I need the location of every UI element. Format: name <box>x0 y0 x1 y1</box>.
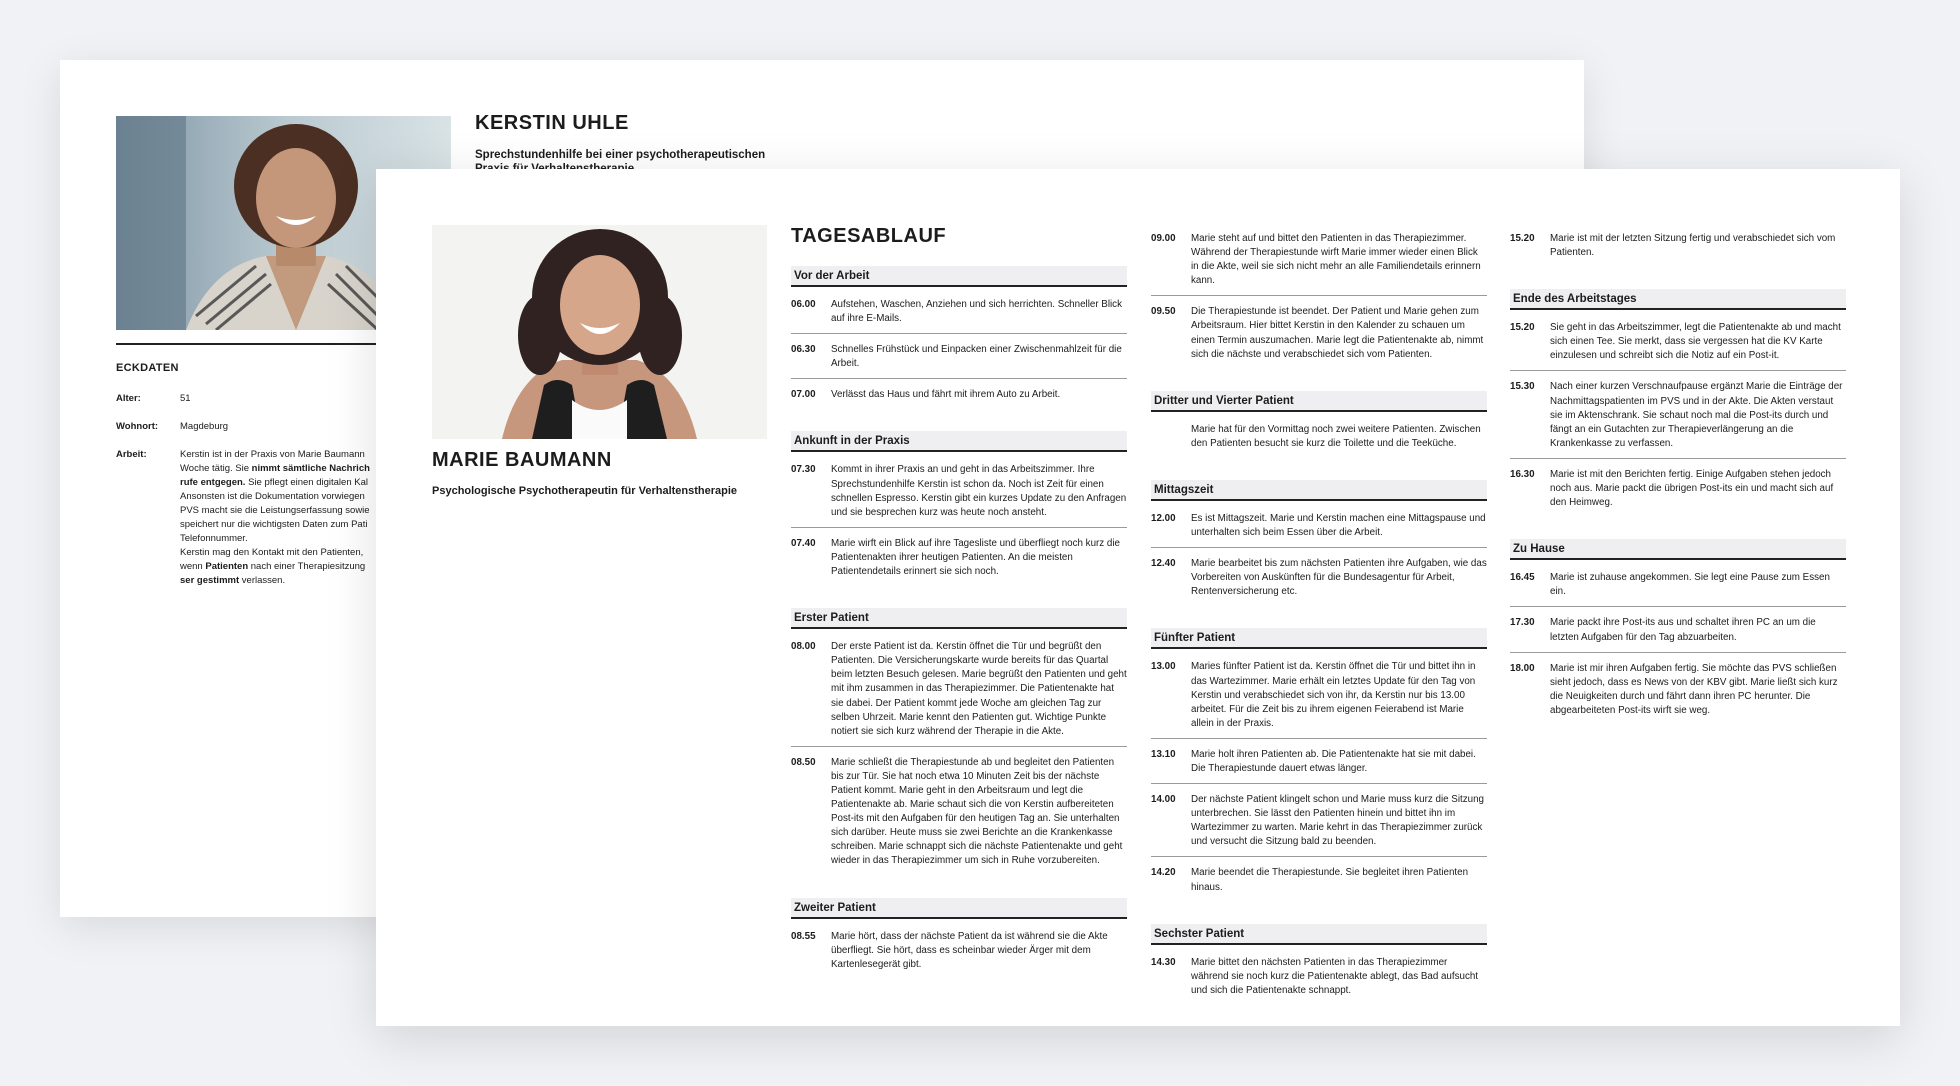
timeline-section <box>791 431 1127 586</box>
timeline-section <box>791 608 1127 875</box>
timeline-entry <box>1510 659 1846 725</box>
timeline-entry <box>791 753 1127 876</box>
persona-photo-marie <box>432 225 767 439</box>
arbeit-line: wenn <box>180 561 206 572</box>
entry-text: Der nächste Patient klingelt schon und Marie muss kurz die Sitzung unterbrechen. Sie lässt den Patienten hinein und bittet ihn im Wartezimmer zu warten. Marie kehrt in das Therapiezimmer zurück und versucht die Sitzung bald zu beenden. <box>1191 794 1484 848</box>
timeline-entry <box>1151 790 1487 857</box>
entry-time: 15.30 <box>1510 381 1535 393</box>
timeline-column-2 <box>1151 229 1487 1026</box>
timeline-entry <box>791 534 1127 586</box>
timeline-entry <box>791 460 1127 527</box>
arbeit-line: nach einer Therapiesitzung <box>248 561 366 572</box>
timeline-entry <box>1151 863 1487 901</box>
entry-time: 15.20 <box>1510 233 1535 244</box>
entry-time: 09.50 <box>1151 306 1176 318</box>
entry-text: Marie ist mit den Berichten fertig. Einige Aufgaben stehen jedoch noch aus. Marie packt die übrigen Post-its ein und macht sich auf den Heimweg. <box>1550 468 1834 509</box>
arbeit-line: Sie pflegt einen digitalen Kal <box>245 477 368 488</box>
section-heading: Ende des Arbeitstages <box>1510 289 1846 310</box>
section-heading: Mittagszeit <box>1151 480 1487 501</box>
entry-text: Marie ist zuhause angekommen. Sie legt eine Pause zum Essen ein. <box>1550 572 1830 598</box>
entry-time: 14.00 <box>1151 794 1176 806</box>
timeline-section <box>791 898 1127 979</box>
entry-text: Marie beendet die Therapiestunde. Sie begleitet ihren Patienten hinaus. <box>1191 867 1469 893</box>
timeline-column-1 <box>791 225 1127 1001</box>
arbeit-line-bold: Patienten <box>205 561 249 572</box>
entry-text: Marie ist mir ihren Aufgaben fertig. Sie möchte das PVS schließen sieht jedoch, dass es News von der KBV gibt. Marie ließt sich kurz die Neuigkeiten durch und fährt dann ihren PC herunter. Die abgearbeiteten Post-its wirft sie weg. <box>1550 662 1838 716</box>
timeline-entry <box>791 295 1127 334</box>
persona-sheet-marie <box>376 169 1900 1026</box>
entry-text: Verlässt das Haus und fährt mit ihrem Auto zu Arbeit. <box>831 389 1061 401</box>
entry-text: Aufstehen, Waschen, Anziehen und sich herrichten. Schneller Blick auf ihre E-Mails. <box>831 299 1122 325</box>
entry-text: Die Therapiestunde ist beendet. Der Patient und Marie gehen zum Arbeitsraum. Hier bittet Kerstin in den Kalender zu schauen um einen Termin auszumachen. Marie legt die Patientenakte ab, nimmt sich die nächste und verabschiedet sich vom Patienten. <box>1191 306 1484 360</box>
arbeit-line-bold: ser gestimmt <box>180 575 240 586</box>
timeline-section <box>1151 229 1487 369</box>
persona-name-kerstin: KERSTIN UHLE <box>475 112 629 134</box>
section-heading: Dritter und Vierter Patient <box>1151 391 1487 412</box>
eck-label-wohnort: Wohnort: <box>116 421 159 432</box>
timeline-section <box>1151 924 1487 1005</box>
entry-text: Marie hat für den Vormittag noch zwei weitere Patienten. Zwischen den Patienten besucht sie kurz die Toilette und die Teeküche. <box>1191 423 1481 449</box>
entry-text: Marie hört, dass der nächste Patient da ist während sie die Akte überfliegt. Sie hört, dass es scheinbar wieder Ärger mit dem Kartenlesegerät gibt. <box>831 930 1108 970</box>
section-heading: Vor der Arbeit <box>791 266 1127 287</box>
entry-time: 14.20 <box>1151 867 1176 879</box>
entry-time: 08.00 <box>791 641 816 653</box>
eck-row-wohnort <box>116 420 380 434</box>
entry-time: 08.50 <box>791 756 816 768</box>
entry-text: Es ist Mittagszeit. Marie und Kerstin machen eine Mittagspause und unterhalten sich beim Essen über die Arbeit. <box>1191 512 1486 539</box>
timeline-entry <box>791 385 1127 409</box>
entry-text: Marie holt ihren Patienten ab. Die Patientenakte hat sie mit dabei. Die Therapiestunde dauert etwas länger. <box>1191 748 1476 774</box>
timeline-entry <box>1510 613 1846 652</box>
persona-role-marie: Psychologische Psychotherapeutin für Verhaltenstherapie <box>432 485 738 497</box>
entry-time: 16.30 <box>1510 468 1535 480</box>
eck-label-alter: Alter: <box>116 393 141 404</box>
persona-name-marie: MARIE BAUMANN <box>432 449 612 471</box>
timeline-entry <box>1151 229 1487 296</box>
entry-time <box>1151 423 1191 451</box>
entry-time: 13.00 <box>1151 661 1176 673</box>
timeline-entry <box>1510 318 1846 371</box>
section-heading: Sechster Patient <box>1151 924 1487 945</box>
entry-time: 17.30 <box>1510 617 1535 629</box>
entry-time: 07.00 <box>791 389 816 401</box>
eck-value-alter: 51 <box>180 393 191 404</box>
arbeit-line-bold: nimmt sämtliche Nachrich <box>251 463 370 474</box>
timeline-section <box>1151 391 1487 458</box>
arbeit-line: Telefonnummer. <box>180 533 248 544</box>
timeline-entry <box>1510 568 1846 607</box>
entry-text: Marie steht auf und bittet den Patienten in das Therapiezimmer. Während der Therapiestunde wirft Marie immer wieder einen Blick in die Akte, weil sie sich nicht mehr an alle Familiendetails erinnern kann. <box>1191 233 1481 287</box>
entry-text: Sie geht in das Arbeitszimmer, legt die Patientenakte ab und macht sich einen Tee. Sie merkt, dass sie vergessen hat die KV Karte einzulesen und schreibt sich die Notiz auf ein Post-it. <box>1550 322 1841 362</box>
timeline-section <box>1510 539 1846 725</box>
eck-value-wohnort: Magdeburg <box>180 421 229 432</box>
entry-time: 07.30 <box>791 464 816 476</box>
section-heading: Fünfter Patient <box>1151 628 1487 649</box>
arbeit-line: speichert nur die wichtigsten Daten zum Pati <box>180 519 368 530</box>
timeline-entry <box>1151 953 1487 1005</box>
timeline-entry <box>1151 509 1487 548</box>
tagesablauf-title: TAGESABLAUF <box>791 225 947 247</box>
arbeit-line: Woche tätig. Sie <box>180 463 252 474</box>
arbeit-line: Kerstin ist in der Praxis von Marie Baumann <box>180 449 365 460</box>
entry-text: Marie wirft ein Blick auf ihre Tagesliste und überfliegt noch kurz die Patientenakten ihrer heutigen Patienten. An die meisten Patientendetails erinnert sie sich noch. <box>831 537 1120 578</box>
timeline-entry <box>791 927 1127 979</box>
entry-time: 18.00 <box>1510 662 1535 674</box>
entry-time: 15.20 <box>1510 322 1535 334</box>
entry-time: 07.40 <box>791 537 816 549</box>
section-heading: Ankunft in der Praxis <box>791 431 1127 452</box>
arbeit-line-bold: rufe entgegen. <box>180 477 246 488</box>
entry-text: Schnelles Frühstück und Einpacken einer Zwischenmahlzeit für die Arbeit. <box>831 344 1122 370</box>
timeline-section <box>791 266 1127 409</box>
timeline-entry <box>1151 657 1487 738</box>
eck-row-arbeit <box>116 448 380 588</box>
entry-time: 08.55 <box>791 930 816 942</box>
entry-text: Marie packt ihre Post-its aus und schaltet ihren PC an um die letzten Aufgaben für den Tag abzuarbeiten. <box>1550 617 1816 643</box>
eck-label-arbeit: Arbeit: <box>116 449 147 460</box>
entry-time: 14.30 <box>1151 956 1176 968</box>
timeline-section <box>1510 289 1846 517</box>
section-heading: Zweiter Patient <box>791 898 1127 919</box>
eckdaten-title: ECKDATEN <box>116 362 179 374</box>
timeline-entry <box>1510 229 1846 267</box>
entry-time: 12.40 <box>1151 558 1176 570</box>
timeline-column-3 <box>1510 229 1846 747</box>
entry-text: Kommt in ihrer Praxis an und geht in das Arbeitszimmer. Ihre Sprechstundenhilfe Kerstin ist schon da. Noch ist Zeit für einen schnellen Espresso. Kerstin gibt ein kurzes Update zu den Anfragen und sie besprechen kurz was heute noch ansteht. <box>831 464 1127 518</box>
section-heading: Erster Patient <box>791 608 1127 629</box>
persona-role-kerstin: Sprechstundenhilfe bei einer psychotherapeutischen <box>475 149 766 161</box>
entry-time: 06.00 <box>791 299 816 310</box>
timeline-section <box>1510 229 1846 267</box>
entry-time: 16.45 <box>1510 572 1535 584</box>
timeline-entry <box>791 637 1127 747</box>
timeline-section <box>1151 628 1487 901</box>
entry-text: Maries fünfter Patient ist da. Kerstin öffnet die Tür und bittet ihn in das Wartezimmer. Marie erhält ein letztes Update für den Tag von Kerstin und verabschiedet sich von ihr, da Kerstin nur bis 13.00 arbeitet. Für die Zeit bis zu ihrem eigenen Feierabend ist Marie allein in der Praxis. <box>1191 661 1476 729</box>
entry-text: Marie schließt die Therapiestunde ab und begleitet den Patienten bis zur Tür. Sie hat noch etwa 10 Minuten Zeit bis der nächste Patient kommt. Marie geht in den Arbeitsraum und legt die Patientenakte ab. Marie schaut sich die von Kerstin aufbereiteten Post-its mit den Aufgaben für den heutigen Tag an. Sie unterhalten sich darüber. Heute muss sie zwei Berichte an die Krankenkasse schreiben. Marie schnappt sich die nächste Patientenakte und geht wieder in das Therapiezimmer um sich in Ruhe vorzubereiten. <box>831 756 1123 867</box>
section-heading: Zu Hause <box>1510 539 1846 560</box>
timeline-entry <box>791 340 1127 379</box>
eck-value-arbeit <box>180 448 380 588</box>
entry-text: Nach einer kurzen Verschnaufpause ergänzt Marie die Einträge der Nachmittagspatienten im PVS und in der Akte. Die Akten verstaut sie im Aktenschrank. Sie schaut noch mal die Post-its durch und fängt an ein Gutachten zur Therapieverlängerung an die Krankenkasse zu verfassen. <box>1550 381 1843 449</box>
timeline-entry <box>1510 377 1846 458</box>
entry-time: 06.30 <box>791 344 816 356</box>
arbeit-line: PVS macht sie die Leistungserfassung sowie <box>180 505 370 516</box>
entry-time: 13.10 <box>1151 748 1176 760</box>
timeline-entry <box>1510 465 1846 517</box>
entry-text: Marie bittet den nächsten Patienten in das Therapiezimmer während sie noch kurz die Patientenakte ablegt, das Bad aufsucht und sich die Patientenakte schnappt. <box>1191 956 1479 996</box>
entry-text: Marie ist mit der letzten Sitzung fertig und verabschiedet sich vom Patienten. <box>1550 233 1836 259</box>
entry-time: 12.00 <box>1151 512 1176 524</box>
entry-time: 09.00 <box>1151 233 1176 244</box>
arbeit-line: Kerstin mag den Kontakt mit den Patienten, <box>180 547 364 558</box>
arbeit-line: verlassen. <box>239 575 286 586</box>
timeline-entry <box>1151 554 1487 606</box>
timeline-entry <box>1151 302 1487 368</box>
timeline-section <box>1151 480 1487 606</box>
arbeit-line: Ansonsten ist die Dokumentation vorwiegen <box>180 491 365 502</box>
entry-text: Der erste Patient ist da. Kerstin öffnet die Tür und begrüßt den Patienten. Die Versicherungskarte wurde bereits für das Quartal beim letzten Besuch gelesen. Marie begrüßt den Patienten und geht mit ihm zusammen in das Therapiezimmer. Die Patientenakte hat sie dabei. Der Patient kommt jede Woche am gleichen Tag zur selben Uhrzeit. Marie kennt den Patienten gut. Wichtige Punkte notiert sie sich kurz während der Therapie in die Akte. <box>831 641 1127 737</box>
entry-text: Marie bearbeitet bis zum nächsten Patienten ihre Aufgaben, wie das Vorbereiten von Auskünften für die Bundesagentur für Arbeit, Rentenversicherung etc. <box>1191 558 1487 598</box>
timeline-entry <box>1151 745 1487 784</box>
timeline-entry <box>1151 420 1487 458</box>
eck-row-alter <box>116 392 380 406</box>
